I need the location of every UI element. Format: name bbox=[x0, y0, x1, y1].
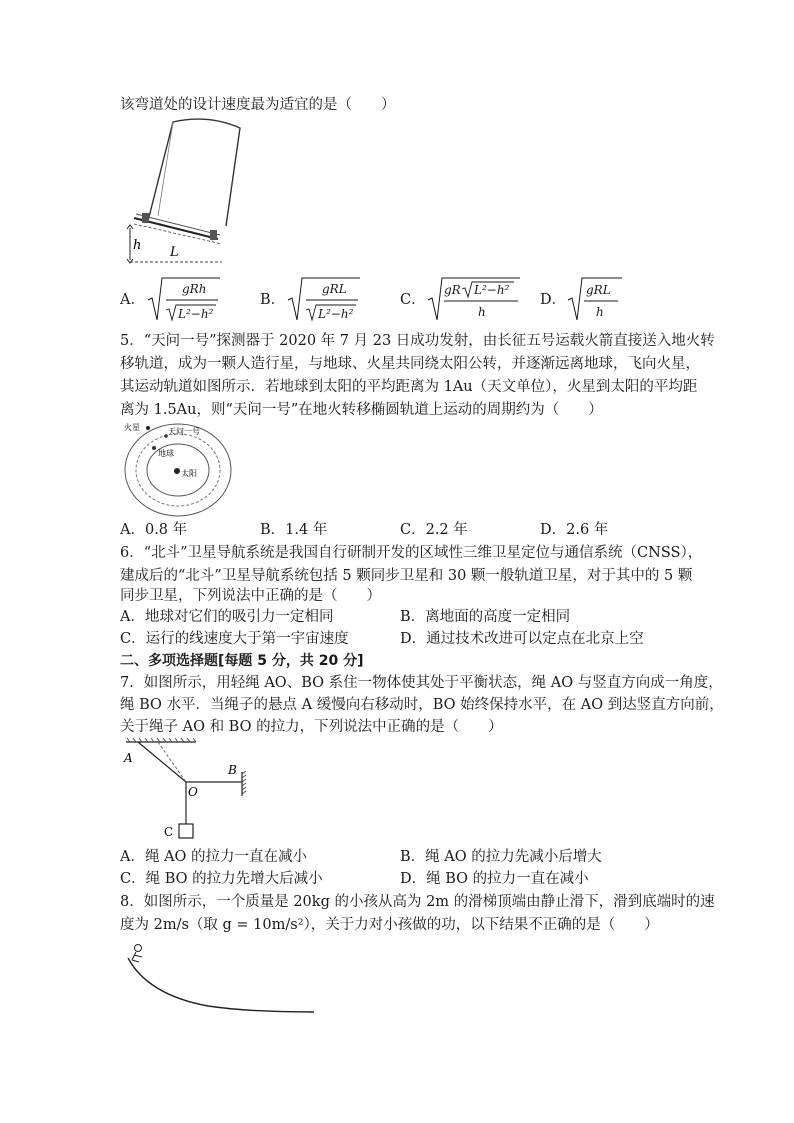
q6-option-a: A．地球对它们的吸引力一定相同 bbox=[120, 609, 334, 625]
svg-text:h: h bbox=[596, 305, 604, 319]
q4-option-c-formula bbox=[426, 276, 522, 324]
q5-stem-line-2: 移轨道，成为一颗人造行星，与地球、火星共同绕太阳公转，并逐渐远离地球，飞向火星， bbox=[120, 356, 700, 372]
q7-stem-line-3: 关于绳子 AO 和 BO 的拉力，下列说法中正确的是（ ） bbox=[120, 719, 503, 735]
q4-stem: 该弯道处的设计速度最为适宜的是（ ） bbox=[120, 97, 396, 113]
q6-stem-line-3: 同步卫星，下列说法中正确的是（ ） bbox=[120, 588, 381, 604]
q7-option-b: B．绳 AO 的拉力先减小后增大 bbox=[400, 849, 602, 865]
svg-text:L²−h²: L²−h² bbox=[178, 307, 214, 321]
q7-option-a: A．绳 AO 的拉力一直在减小 bbox=[120, 849, 308, 865]
q5-stem-line-4: 离为 1.5Au，则“天问一号”在地火转移椭圆轨道上运动的周期约为（ ） bbox=[120, 402, 603, 418]
q5-option-c: C．2.2 年 bbox=[400, 522, 468, 538]
q7-stem-line-1: 7．如图所示，用轻绳 AO、BO 系住一物体使其处于平衡状态，绳 AO 与竖直方向成一角度， bbox=[120, 675, 723, 691]
q4-fig-label-h: h bbox=[133, 238, 142, 253]
q5-label-sun: 太阳 bbox=[181, 469, 197, 478]
q4-option-b-formula bbox=[286, 276, 362, 324]
q5-stem-line-1: 5．“天问一号”探测器于 2020 年 7 月 23 日成功发射，由长征五号运载火箭直接送入地火转 bbox=[120, 333, 715, 349]
q4-option-b-key: B． bbox=[260, 292, 286, 308]
q7-stem-line-2: 绳 BO 水平．当绳子的悬点 A 缓慢向右移动时，BO 始终保持水平，在 AO 到达竖直方向前， bbox=[120, 697, 724, 713]
q7-rope-figure bbox=[118, 738, 258, 842]
q5-option-b: B．1.4 年 bbox=[260, 522, 328, 538]
q5-label-probe: 天问一号 bbox=[168, 427, 200, 436]
q4-option-c-key: C． bbox=[400, 292, 426, 308]
q4-figure bbox=[118, 116, 248, 266]
q6-stem-line-1: 6．“北斗”卫星导航系统是我国自行研制开发的区域性三维卫星定位与通信系统（CNSS）， bbox=[120, 545, 703, 561]
svg-text:L²−h²: L²−h² bbox=[474, 283, 510, 297]
q7-option-d: D．绳 BO 的拉力一直在减小 bbox=[400, 871, 589, 887]
q7-label-O: O bbox=[188, 785, 198, 799]
q5-label-earth: 地球 bbox=[158, 449, 174, 458]
q5-orbit-figure bbox=[118, 420, 248, 520]
q4-option-d-formula bbox=[566, 276, 626, 324]
q5-option-d: D．2.6 年 bbox=[540, 522, 609, 538]
q8-slide-figure bbox=[118, 940, 318, 1020]
svg-text:gRh: gRh bbox=[182, 282, 207, 296]
svg-text:gRL: gRL bbox=[586, 283, 611, 297]
q7-option-c: C．绳 BO 的拉力先增大后减小 bbox=[120, 871, 323, 887]
q5-option-a: A．0.8 年 bbox=[120, 522, 188, 538]
svg-text:h: h bbox=[478, 305, 486, 319]
q4-option-a-key: A． bbox=[120, 292, 145, 308]
q5-label-mars: 火星 bbox=[124, 423, 140, 432]
q6-option-b: B．离地面的高度一定相同 bbox=[400, 609, 571, 625]
q7-label-A: A bbox=[124, 751, 133, 765]
svg-text:gRL: gRL bbox=[322, 282, 347, 296]
q6-option-d: D．通过技术改进可以定点在北京上空 bbox=[400, 631, 644, 647]
q4-option-d-key: D． bbox=[540, 292, 567, 308]
q7-label-B: B bbox=[228, 763, 237, 777]
q6-stem-line-2: 建成后的“北斗”卫星导航系统包括 5 颗同步卫星和 30 颗一般轨道卫星，对于其中的 5 颗 bbox=[120, 568, 693, 584]
svg-text:gR: gR bbox=[444, 283, 461, 297]
q6-option-c: C．运行的线速度大于第一宇宙速度 bbox=[120, 631, 349, 647]
q4-option-a-formula bbox=[146, 276, 222, 324]
q5-stem-line-3: 其运动轨道如图所示．若地球到太阳的平均距离为 1Au（天文单位），火星到太阳的平均距 bbox=[120, 379, 698, 395]
q8-stem-line-2: 度为 2m/s（取 g = 10m/s²），关于力对小孩做的功，以下结果不正确的是（ ） bbox=[120, 917, 659, 933]
q7-label-C: C bbox=[164, 825, 174, 839]
q4-fig-label-L: L bbox=[170, 245, 179, 260]
svg-text:L²−h²: L²−h² bbox=[318, 307, 354, 321]
section-2-heading: 二、多项选择题[每题 5 分，共 20 分] bbox=[120, 653, 364, 669]
q8-stem-line-1: 8．如图所示，一个质量是 20kg 的小孩从高为 2m 的滑梯顶端由静止滑下，滑到底端时的速 bbox=[120, 894, 715, 910]
